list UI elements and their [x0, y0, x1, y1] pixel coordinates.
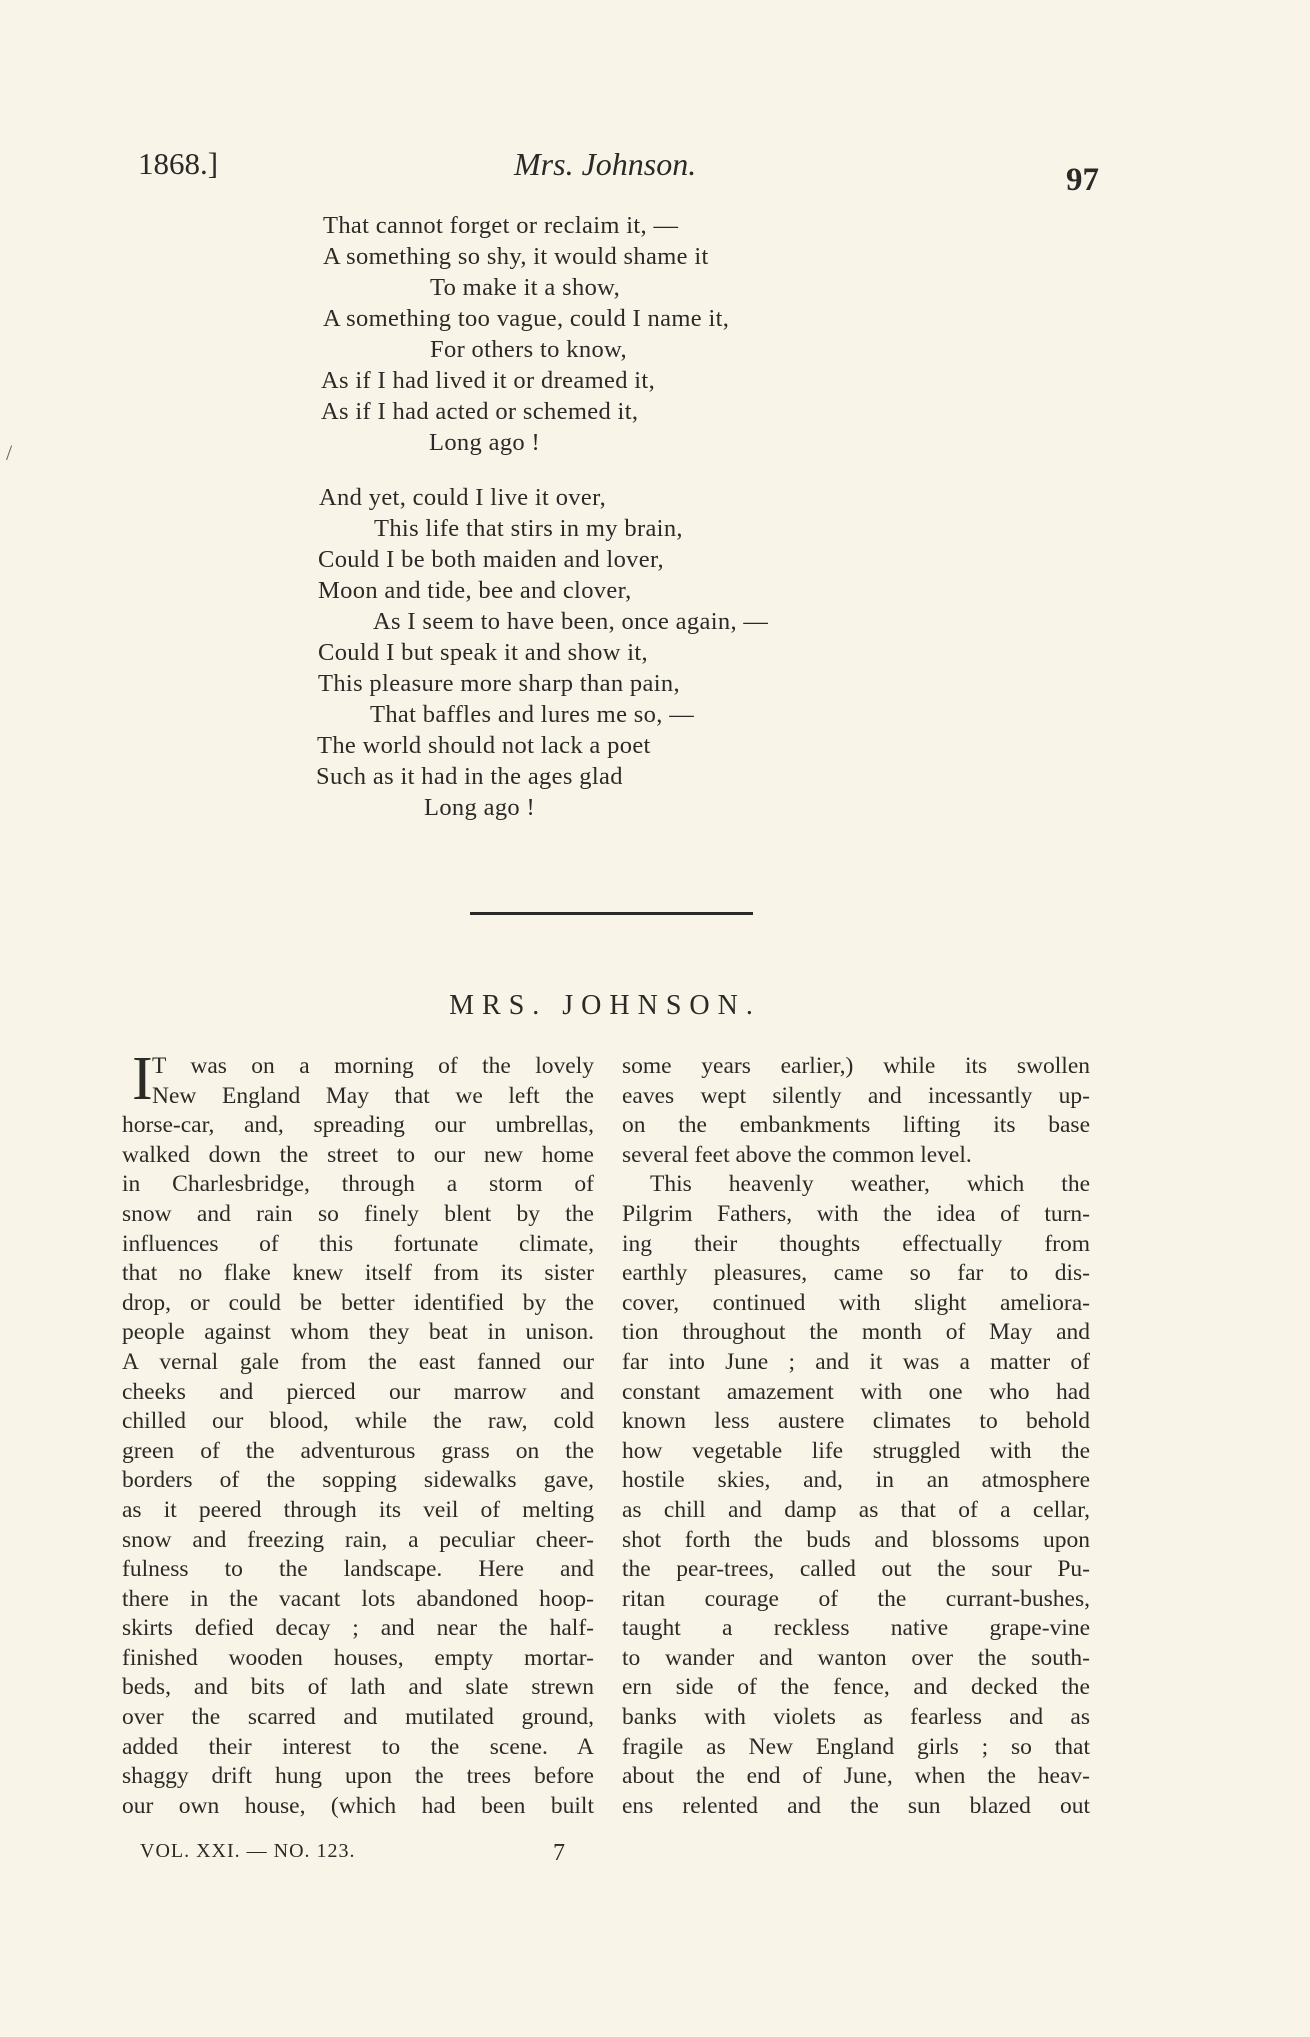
- text-line: in Charlesbridge, through a storm of: [122, 1171, 594, 1198]
- poem-line: That cannot forget or reclaim it, —: [323, 212, 679, 239]
- poem-line: To make it a show,: [430, 274, 621, 301]
- right-column: [622, 1052, 1090, 1821]
- text-line: that no flake knew itself from its sister: [122, 1260, 594, 1287]
- poem-line: This pleasure more sharp than pain,: [318, 670, 680, 697]
- text-line: there in the vacant lots abandoned hoop-: [122, 1585, 594, 1612]
- text-line: cover, continued with slight ameliora-: [622, 1289, 1090, 1316]
- poem-line: As if I had lived it or dreamed it,: [321, 367, 656, 394]
- text-line: influences of this fortunate climate,: [122, 1230, 594, 1257]
- text-line: known less austere climates to behold: [622, 1408, 1090, 1435]
- section-rule: [470, 912, 753, 915]
- poem-line: This life that stirs in my brain,: [374, 515, 683, 542]
- text-line: several feet above the common level.: [622, 1141, 972, 1168]
- signature-mark: VOL. XXI. — NO. 123.: [140, 1840, 356, 1862]
- text-line: beds, and bits of lath and slate strewn: [122, 1674, 594, 1701]
- margin-mark: /: [6, 440, 13, 465]
- text-line: earthly pleasures, came so far to dis-: [622, 1260, 1090, 1287]
- text-line: taught a reckless native grape-vine: [622, 1615, 1090, 1642]
- text-line: walked down the street to our new home: [122, 1141, 594, 1168]
- poem-line: Could I be both maiden and lover,: [318, 546, 665, 573]
- text-line: hostile skies, and, in an atmosphere: [622, 1467, 1090, 1494]
- text-line: snow and rain so finely blent by the: [122, 1200, 594, 1227]
- text-line: finished wooden houses, empty mortar-: [122, 1644, 594, 1671]
- text-line: chilled our blood, while the raw, cold: [122, 1408, 594, 1435]
- text-line: fulness to the landscape. Here and: [122, 1556, 594, 1583]
- text-line: added their interest to the scene. A: [122, 1733, 594, 1760]
- text-line: Pilgrim Fathers, with the idea of turn-: [622, 1200, 1090, 1227]
- poem-line: The world should not lack a poet: [317, 732, 651, 759]
- text-line: New England May that we left the: [152, 1082, 594, 1109]
- running-title: Mrs. Johnson.: [514, 146, 697, 182]
- article-title: MRS. JOHNSON.: [449, 990, 761, 1021]
- text-line: ens relented and the sun blazed out: [622, 1792, 1090, 1819]
- poem-line: As I seem to have been, once again, —: [373, 608, 769, 635]
- page-number: 97: [1066, 162, 1099, 198]
- poem-line: Could I but speak it and show it,: [318, 639, 649, 666]
- text-line: cheeks and pierced our marrow and: [122, 1378, 594, 1405]
- poem-line: A something too vague, could I name it,: [323, 305, 730, 332]
- text-line: on the embankments lifting its base: [622, 1112, 1090, 1139]
- poem-line: And yet, could I live it over,: [319, 484, 607, 511]
- poem-line: Long ago !: [424, 794, 535, 821]
- text-line: snow and freezing rain, a peculiar cheer-: [122, 1526, 594, 1553]
- text-line: horse-car, and, spreading our umbrellas,: [122, 1112, 594, 1139]
- poem-line: For others to know,: [430, 336, 627, 363]
- text-line: shaggy drift hung upon the trees before: [122, 1763, 594, 1790]
- text-line: A vernal gale from the east fanned our: [122, 1348, 594, 1375]
- text-line: I T was on a morning of the lovely: [132, 1045, 594, 1113]
- text-line: ritan courage of the currant-bushes,: [622, 1585, 1090, 1612]
- poem-line: Such as it had in the ages glad: [316, 763, 623, 790]
- text-line: far into June ; and it was a matter of: [622, 1348, 1090, 1375]
- text-line: to wander and wanton over the south-: [622, 1644, 1090, 1671]
- signature-number: 7: [553, 1840, 565, 1866]
- text-line: skirts defied decay ; and near the half-: [122, 1615, 594, 1642]
- poem-line: Moon and tide, bee and clover,: [318, 577, 632, 604]
- text-line: borders of the sopping sidewalks gave,: [122, 1467, 594, 1494]
- poem-line: As if I had acted or schemed it,: [321, 398, 639, 425]
- header-year: 1868.]: [138, 146, 219, 181]
- text-line: This heavenly weather, which the: [650, 1171, 1090, 1198]
- text-line: some years earlier,) while its swollen: [622, 1053, 1090, 1079]
- poem-line: That baffles and lures me so, —: [370, 701, 695, 728]
- text-line: over the scarred and mutilated ground,: [122, 1704, 594, 1731]
- text-line: ern side of the fence, and decked the: [622, 1674, 1090, 1701]
- text-line: eaves wept silently and incessantly up-: [622, 1082, 1090, 1109]
- text-line: about the end of June, when the heav-: [622, 1763, 1090, 1790]
- text-line: tion throughout the month of May and: [622, 1319, 1090, 1346]
- text-line: how vegetable life struggled with the: [622, 1437, 1090, 1464]
- text-line: constant amazement with one who had: [622, 1378, 1090, 1405]
- poem-line: A something so shy, it would shame it: [323, 243, 709, 270]
- drop-cap: I: [132, 1045, 153, 1113]
- text-line: shot forth the buds and blossoms upon: [622, 1526, 1090, 1553]
- text-line: green of the adventurous grass on the: [122, 1437, 594, 1464]
- text-line: fragile as New England girls ; so that: [622, 1733, 1090, 1760]
- text-line: banks with violets as fearless and as: [622, 1704, 1090, 1731]
- text-line: ing their thoughts effectually from: [622, 1230, 1090, 1257]
- text-line: as chill and damp as that of a cellar,: [622, 1496, 1090, 1523]
- text-line: people against whom they beat in unison.: [122, 1319, 594, 1346]
- text-line: our own house, (which had been built: [122, 1792, 594, 1819]
- text-line: drop, or could be better identified by the: [122, 1289, 594, 1316]
- text-line: the pear-trees, called out the sour Pu-: [622, 1556, 1090, 1583]
- left-column: [122, 1045, 594, 1821]
- text-line: as it peered through its veil of melting: [122, 1496, 594, 1523]
- poem-line: Long ago !: [429, 429, 540, 456]
